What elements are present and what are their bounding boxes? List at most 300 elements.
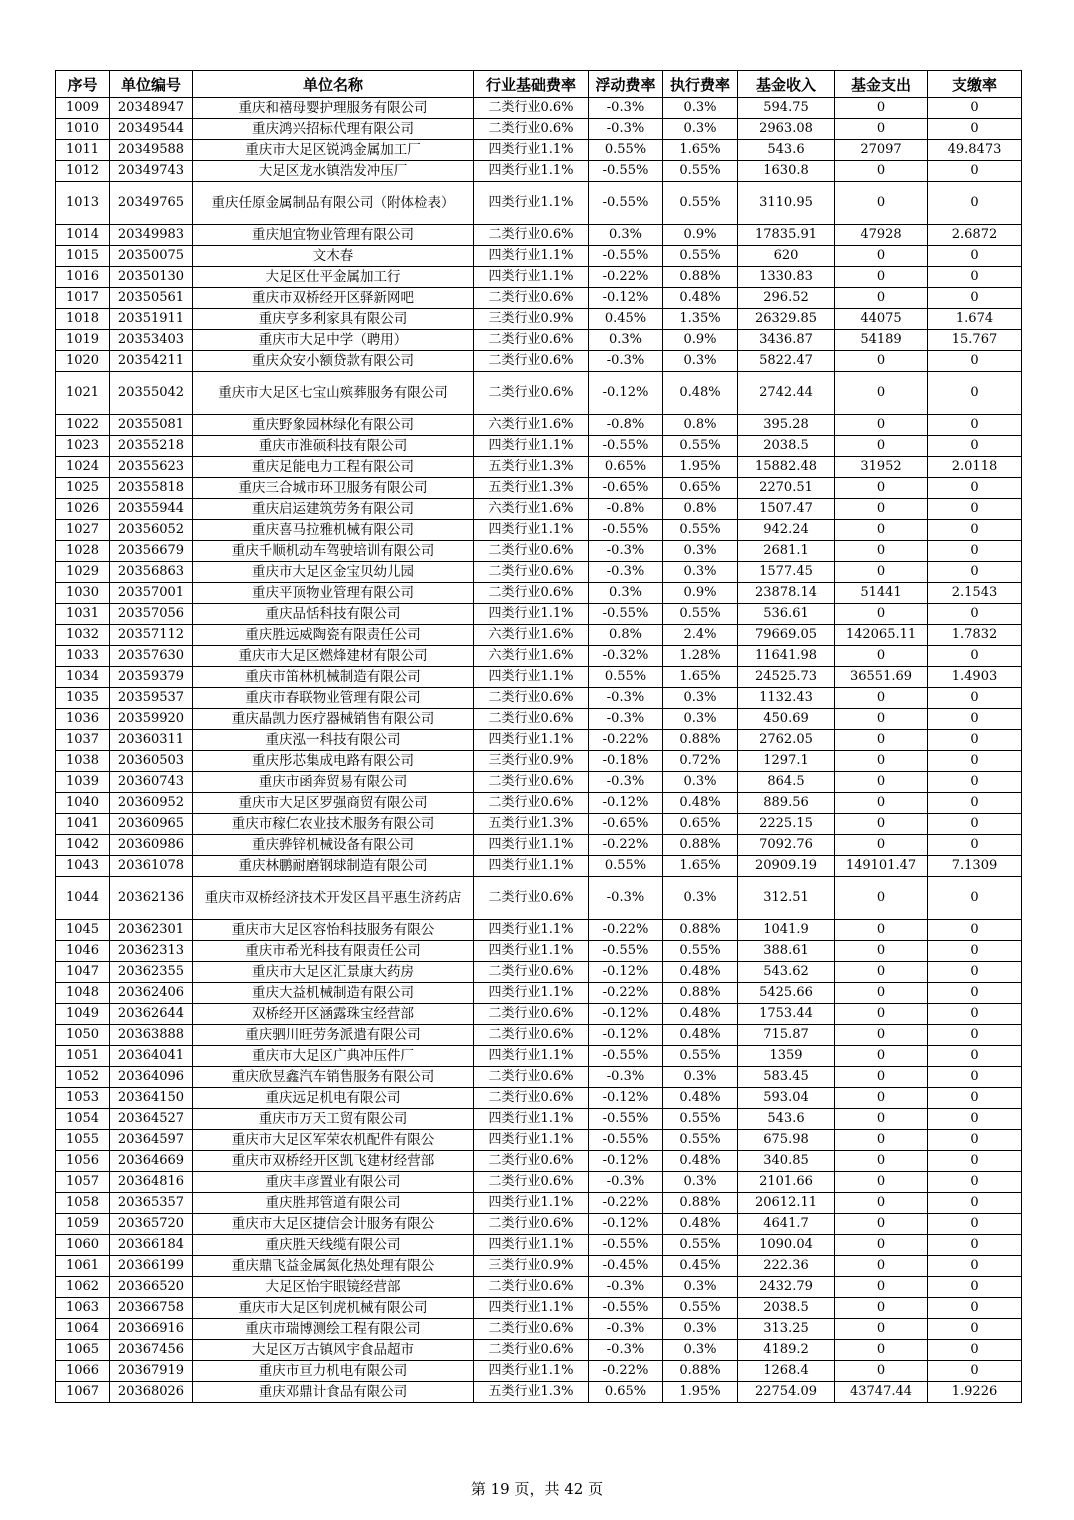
- seq-cell: 1032: [56, 625, 110, 646]
- payout-ratio-cell: 0: [928, 1193, 1022, 1214]
- table-row: [56, 478, 1022, 499]
- base-rate-cell: 三类行业0.9%: [474, 309, 589, 330]
- float-rate-cell: 0.3%: [589, 583, 663, 604]
- unit-code-cell: 20355818: [110, 478, 193, 499]
- table-row: [56, 1088, 1022, 1109]
- header-cell: 单位编号: [110, 71, 193, 98]
- seq-cell: 1046: [56, 941, 110, 962]
- fund-income-cell: 5425.66: [738, 983, 835, 1004]
- table-row: [56, 1067, 1022, 1088]
- unit-name-cell: 重庆市大足区七宝山殡葬服务有限公司: [193, 372, 474, 415]
- exec-rate-cell: 0.45%: [663, 1256, 738, 1277]
- table-row: [56, 772, 1022, 793]
- base-rate-cell: 四类行业1.1%: [474, 920, 589, 941]
- seq-cell: 1031: [56, 604, 110, 625]
- seq-cell: 1056: [56, 1151, 110, 1172]
- seq-cell: 1065: [56, 1340, 110, 1361]
- unit-code-cell: 20366184: [110, 1235, 193, 1256]
- unit-name-cell: 重庆市稼仁农业技术服务有限公司: [193, 814, 474, 835]
- float-rate-cell: -0.65%: [589, 814, 663, 835]
- seq-cell: 1045: [56, 920, 110, 941]
- payout-ratio-cell: 0: [928, 941, 1022, 962]
- fund-expense-cell: 44075: [835, 309, 928, 330]
- unit-code-cell: 20360743: [110, 772, 193, 793]
- fund-expense-cell: 0: [835, 372, 928, 415]
- seq-cell: 1014: [56, 225, 110, 246]
- payout-ratio-cell: 0: [928, 351, 1022, 372]
- fund-income-cell: 1330.83: [738, 267, 835, 288]
- fund-income-cell: 675.98: [738, 1130, 835, 1151]
- unit-code-cell: 20364150: [110, 1088, 193, 1109]
- fund-expense-cell: 0: [835, 1319, 928, 1340]
- payout-ratio-cell: 0: [928, 772, 1022, 793]
- fund-expense-cell: 0: [835, 1025, 928, 1046]
- unit-code-cell: 20350130: [110, 267, 193, 288]
- payout-ratio-cell: 0: [928, 161, 1022, 182]
- exec-rate-cell: 0.88%: [663, 835, 738, 856]
- payout-ratio-cell: 1.9226: [928, 1382, 1022, 1403]
- exec-rate-cell: 0.48%: [663, 962, 738, 983]
- fund-expense-cell: 0: [835, 436, 928, 457]
- table-row: [56, 541, 1022, 562]
- unit-name-cell: 重庆千顺机动车驾驶培训有限公司: [193, 541, 474, 562]
- fund-income-cell: 20612.11: [738, 1193, 835, 1214]
- unit-name-cell: 重庆胜天线缆有限公司: [193, 1235, 474, 1256]
- exec-rate-cell: 0.55%: [663, 161, 738, 182]
- table-row: [56, 140, 1022, 161]
- float-rate-cell: -0.55%: [589, 941, 663, 962]
- float-rate-cell: -0.55%: [589, 1046, 663, 1067]
- exec-rate-cell: 0.88%: [663, 920, 738, 941]
- fund-income-cell: 942.24: [738, 520, 835, 541]
- table-row: [56, 1025, 1022, 1046]
- payout-ratio-cell: 0: [928, 688, 1022, 709]
- unit-name-cell: 重庆市瑞博测绘工程有限公司: [193, 1319, 474, 1340]
- table-row: [56, 98, 1022, 119]
- fund-expense-cell: 51441: [835, 583, 928, 604]
- payout-ratio-cell: 0: [928, 1340, 1022, 1361]
- seq-cell: 1052: [56, 1067, 110, 1088]
- unit-name-cell: 重庆市大足区钊虎机械有限公司: [193, 1298, 474, 1319]
- base-rate-cell: 四类行业1.1%: [474, 941, 589, 962]
- fund-expense-cell: 0: [835, 688, 928, 709]
- table-row: [56, 1151, 1022, 1172]
- base-rate-cell: 四类行业1.1%: [474, 140, 589, 161]
- fund-income-cell: 3436.87: [738, 330, 835, 351]
- payout-ratio-cell: 0: [928, 751, 1022, 772]
- float-rate-cell: -0.55%: [589, 1109, 663, 1130]
- table-row: [56, 309, 1022, 330]
- base-rate-cell: 二类行业0.6%: [474, 288, 589, 309]
- exec-rate-cell: 0.9%: [663, 583, 738, 604]
- seq-cell: 1066: [56, 1361, 110, 1382]
- unit-code-cell: 20359379: [110, 667, 193, 688]
- unit-code-cell: 20362301: [110, 920, 193, 941]
- seq-cell: 1057: [56, 1172, 110, 1193]
- unit-code-cell: 20353403: [110, 330, 193, 351]
- unit-code-cell: 20362644: [110, 1004, 193, 1025]
- table-row: [56, 119, 1022, 140]
- payout-ratio-cell: 0: [928, 246, 1022, 267]
- table-row: [56, 1214, 1022, 1235]
- unit-code-cell: 20359537: [110, 688, 193, 709]
- fund-expense-cell: 0: [835, 1340, 928, 1361]
- fund-expense-cell: 0: [835, 1130, 928, 1151]
- header-cell: 单位名称: [193, 71, 474, 98]
- float-rate-cell: -0.55%: [589, 1298, 663, 1319]
- payout-ratio-cell: 0: [928, 835, 1022, 856]
- base-rate-cell: 二类行业0.6%: [474, 709, 589, 730]
- fund-income-cell: 26329.85: [738, 309, 835, 330]
- payout-ratio-cell: 0: [928, 1151, 1022, 1172]
- table-row: [56, 436, 1022, 457]
- fund-expense-cell: 54189: [835, 330, 928, 351]
- fund-income-cell: 593.04: [738, 1088, 835, 1109]
- table-header-row: [56, 71, 1022, 98]
- base-rate-cell: 五类行业1.3%: [474, 814, 589, 835]
- fund-income-cell: 5822.47: [738, 351, 835, 372]
- exec-rate-cell: 1.95%: [663, 457, 738, 478]
- seq-cell: 1039: [56, 772, 110, 793]
- seq-cell: 1021: [56, 372, 110, 415]
- base-rate-cell: 四类行业1.1%: [474, 182, 589, 225]
- fund-expense-cell: 0: [835, 1361, 928, 1382]
- payout-ratio-cell: 0: [928, 182, 1022, 225]
- unit-name-cell: 重庆胜远威陶瓷有限责任公司: [193, 625, 474, 646]
- fund-income-cell: 2432.79: [738, 1277, 835, 1298]
- payout-ratio-cell: 0: [928, 372, 1022, 415]
- unit-name-cell: 大足区怡宇眼镜经营部: [193, 1277, 474, 1298]
- unit-code-cell: 20364669: [110, 1151, 193, 1172]
- float-rate-cell: -0.3%: [589, 709, 663, 730]
- seq-cell: 1061: [56, 1256, 110, 1277]
- fund-expense-cell: 0: [835, 499, 928, 520]
- seq-cell: 1040: [56, 793, 110, 814]
- unit-code-cell: 20366758: [110, 1298, 193, 1319]
- base-rate-cell: 四类行业1.1%: [474, 983, 589, 1004]
- table-row: [56, 941, 1022, 962]
- seq-cell: 1030: [56, 583, 110, 604]
- unit-code-cell: 20355042: [110, 372, 193, 415]
- unit-code-cell: 20362406: [110, 983, 193, 1004]
- payout-ratio-cell: 0: [928, 920, 1022, 941]
- unit-name-cell: 重庆市大足区罗强商贸有限公司: [193, 793, 474, 814]
- payout-ratio-cell: 0: [928, 1088, 1022, 1109]
- fund-income-cell: 1507.47: [738, 499, 835, 520]
- base-rate-cell: 四类行业1.1%: [474, 1361, 589, 1382]
- fund-expense-cell: 0: [835, 415, 928, 436]
- float-rate-cell: -0.22%: [589, 983, 663, 1004]
- float-rate-cell: -0.65%: [589, 478, 663, 499]
- fund-income-cell: 2225.15: [738, 814, 835, 835]
- base-rate-cell: 五类行业1.3%: [474, 1382, 589, 1403]
- table-row: [56, 983, 1022, 1004]
- float-rate-cell: 0.45%: [589, 309, 663, 330]
- seq-cell: 1059: [56, 1214, 110, 1235]
- float-rate-cell: -0.22%: [589, 267, 663, 288]
- table-row: [56, 1340, 1022, 1361]
- table-row: [56, 856, 1022, 877]
- base-rate-cell: 二类行业0.6%: [474, 583, 589, 604]
- exec-rate-cell: 0.3%: [663, 98, 738, 119]
- exec-rate-cell: 0.55%: [663, 604, 738, 625]
- seq-cell: 1025: [56, 478, 110, 499]
- exec-rate-cell: 0.3%: [663, 562, 738, 583]
- fund-expense-cell: 47928: [835, 225, 928, 246]
- table-row: [56, 1004, 1022, 1025]
- fund-table: [55, 70, 1022, 1403]
- float-rate-cell: -0.32%: [589, 646, 663, 667]
- fund-income-cell: 313.25: [738, 1319, 835, 1340]
- fund-income-cell: 23878.14: [738, 583, 835, 604]
- fund-income-cell: 543.6: [738, 140, 835, 161]
- unit-name-cell: 重庆市希光科技有限责任公司: [193, 941, 474, 962]
- table-row: [56, 1193, 1022, 1214]
- fund-expense-cell: 0: [835, 98, 928, 119]
- unit-name-cell: 重庆丰彦置业有限公司: [193, 1172, 474, 1193]
- fund-expense-cell: 0: [835, 1109, 928, 1130]
- float-rate-cell: -0.3%: [589, 1277, 663, 1298]
- table-row: [56, 1109, 1022, 1130]
- float-rate-cell: -0.3%: [589, 1172, 663, 1193]
- table-row: [56, 520, 1022, 541]
- unit-code-cell: 20365720: [110, 1214, 193, 1235]
- base-rate-cell: 二类行业0.6%: [474, 772, 589, 793]
- unit-code-cell: 20359920: [110, 709, 193, 730]
- payout-ratio-cell: 0: [928, 1235, 1022, 1256]
- fund-expense-cell: 0: [835, 920, 928, 941]
- fund-expense-cell: 0: [835, 1067, 928, 1088]
- fund-income-cell: 20909.19: [738, 856, 835, 877]
- exec-rate-cell: 1.28%: [663, 646, 738, 667]
- float-rate-cell: 0.65%: [589, 457, 663, 478]
- float-rate-cell: -0.3%: [589, 1319, 663, 1340]
- fund-income-cell: 340.85: [738, 1151, 835, 1172]
- seq-cell: 1067: [56, 1382, 110, 1403]
- base-rate-cell: 二类行业0.6%: [474, 1088, 589, 1109]
- payout-ratio-cell: 0: [928, 288, 1022, 309]
- base-rate-cell: 二类行业0.6%: [474, 119, 589, 140]
- seq-cell: 1044: [56, 877, 110, 920]
- exec-rate-cell: 0.55%: [663, 182, 738, 225]
- fund-income-cell: 594.75: [738, 98, 835, 119]
- seq-cell: 1038: [56, 751, 110, 772]
- base-rate-cell: 二类行业0.6%: [474, 1067, 589, 1088]
- exec-rate-cell: 0.55%: [663, 246, 738, 267]
- table-row: [56, 667, 1022, 688]
- float-rate-cell: -0.3%: [589, 351, 663, 372]
- base-rate-cell: 二类行业0.6%: [474, 372, 589, 415]
- fund-income-cell: 889.56: [738, 793, 835, 814]
- fund-income-cell: 222.36: [738, 1256, 835, 1277]
- unit-name-cell: 重庆欣昱鑫汽车销售服务有限公司: [193, 1067, 474, 1088]
- table-row: [56, 920, 1022, 941]
- base-rate-cell: 二类行业0.6%: [474, 225, 589, 246]
- payout-ratio-cell: 0: [928, 1046, 1022, 1067]
- unit-code-cell: 20355944: [110, 499, 193, 520]
- exec-rate-cell: 0.55%: [663, 1298, 738, 1319]
- unit-name-cell: 重庆市大足区汇景康大药房: [193, 962, 474, 983]
- payout-ratio-cell: 0: [928, 1067, 1022, 1088]
- unit-code-cell: 20350561: [110, 288, 193, 309]
- payout-ratio-cell: 0: [928, 646, 1022, 667]
- fund-expense-cell: 0: [835, 709, 928, 730]
- header-cell: 支缴率: [928, 71, 1022, 98]
- float-rate-cell: -0.3%: [589, 562, 663, 583]
- payout-ratio-cell: 49.8473: [928, 140, 1022, 161]
- unit-name-cell: 重庆市双桥经开区驿新网吧: [193, 288, 474, 309]
- payout-ratio-cell: 0: [928, 814, 1022, 835]
- base-rate-cell: 四类行业1.1%: [474, 1046, 589, 1067]
- seq-cell: 1036: [56, 709, 110, 730]
- exec-rate-cell: 0.9%: [663, 225, 738, 246]
- fund-expense-cell: 0: [835, 288, 928, 309]
- float-rate-cell: -0.45%: [589, 1256, 663, 1277]
- fund-expense-cell: 0: [835, 520, 928, 541]
- fund-income-cell: 3110.95: [738, 182, 835, 225]
- payout-ratio-cell: 0: [928, 1130, 1022, 1151]
- table-row: [56, 709, 1022, 730]
- payout-ratio-cell: 0: [928, 415, 1022, 436]
- exec-rate-cell: 0.88%: [663, 983, 738, 1004]
- exec-rate-cell: 0.55%: [663, 520, 738, 541]
- exec-rate-cell: 0.3%: [663, 709, 738, 730]
- payout-ratio-cell: 7.1309: [928, 856, 1022, 877]
- exec-rate-cell: 0.65%: [663, 478, 738, 499]
- fund-income-cell: 17835.91: [738, 225, 835, 246]
- unit-code-cell: 20367456: [110, 1340, 193, 1361]
- exec-rate-cell: 0.72%: [663, 751, 738, 772]
- float-rate-cell: -0.8%: [589, 415, 663, 436]
- unit-name-cell: 重庆和禧母婴护理服务有限公司: [193, 98, 474, 119]
- table-row: [56, 1235, 1022, 1256]
- seq-cell: 1048: [56, 983, 110, 1004]
- payout-ratio-cell: 0: [928, 1256, 1022, 1277]
- unit-code-cell: 20368026: [110, 1382, 193, 1403]
- fund-income-cell: 2101.66: [738, 1172, 835, 1193]
- payout-ratio-cell: 0: [928, 793, 1022, 814]
- table-row: [56, 161, 1022, 182]
- exec-rate-cell: 0.3%: [663, 1319, 738, 1340]
- fund-income-cell: 1090.04: [738, 1235, 835, 1256]
- seq-cell: 1013: [56, 182, 110, 225]
- base-rate-cell: 六类行业1.6%: [474, 499, 589, 520]
- unit-code-cell: 20349743: [110, 161, 193, 182]
- fund-income-cell: 24525.73: [738, 667, 835, 688]
- float-rate-cell: -0.55%: [589, 604, 663, 625]
- fund-expense-cell: 0: [835, 478, 928, 499]
- unit-name-cell: 重庆胜邦管道有限公司: [193, 1193, 474, 1214]
- unit-code-cell: 20366916: [110, 1319, 193, 1340]
- fund-expense-cell: 0: [835, 1193, 928, 1214]
- exec-rate-cell: 0.3%: [663, 1340, 738, 1361]
- base-rate-cell: 六类行业1.6%: [474, 625, 589, 646]
- unit-name-cell: 重庆驷川旺劳务派遣有限公司: [193, 1025, 474, 1046]
- fund-expense-cell: 0: [835, 646, 928, 667]
- table-row: [56, 415, 1022, 436]
- fund-expense-cell: 0: [835, 751, 928, 772]
- fund-expense-cell: 0: [835, 1256, 928, 1277]
- fund-expense-cell: 0: [835, 541, 928, 562]
- float-rate-cell: -0.55%: [589, 246, 663, 267]
- base-rate-cell: 四类行业1.1%: [474, 835, 589, 856]
- payout-ratio-cell: 0: [928, 562, 1022, 583]
- payout-ratio-cell: 0: [928, 520, 1022, 541]
- payout-ratio-cell: 0: [928, 499, 1022, 520]
- unit-name-cell: 重庆足能电力工程有限公司: [193, 457, 474, 478]
- exec-rate-cell: 0.55%: [663, 1109, 738, 1130]
- float-rate-cell: -0.22%: [589, 730, 663, 751]
- unit-code-cell: 20356052: [110, 520, 193, 541]
- unit-name-cell: 重庆喜马拉雅机械有限公司: [193, 520, 474, 541]
- fund-expense-cell: 0: [835, 814, 928, 835]
- base-rate-cell: 二类行业0.6%: [474, 330, 589, 351]
- exec-rate-cell: 0.3%: [663, 1172, 738, 1193]
- unit-name-cell: 重庆市双桥经开区凯飞建材经营部: [193, 1151, 474, 1172]
- exec-rate-cell: 0.88%: [663, 730, 738, 751]
- fund-income-cell: 2270.51: [738, 478, 835, 499]
- float-rate-cell: -0.22%: [589, 920, 663, 941]
- table-row: [56, 246, 1022, 267]
- float-rate-cell: 0.3%: [589, 330, 663, 351]
- fund-expense-cell: 0: [835, 962, 928, 983]
- unit-name-cell: 重庆野象园林绿化有限公司: [193, 415, 474, 436]
- fund-expense-cell: 0: [835, 983, 928, 1004]
- fund-expense-cell: 0: [835, 1151, 928, 1172]
- unit-code-cell: 20348947: [110, 98, 193, 119]
- header-cell: 行业基础费率: [474, 71, 589, 98]
- unit-code-cell: 20363888: [110, 1025, 193, 1046]
- unit-name-cell: 重庆鼎飞益金属氮化热处理有限公: [193, 1256, 474, 1277]
- table-row: [56, 962, 1022, 983]
- fund-income-cell: 22754.09: [738, 1382, 835, 1403]
- payout-ratio-cell: 0: [928, 730, 1022, 751]
- seq-cell: 1009: [56, 98, 110, 119]
- fund-income-cell: 450.69: [738, 709, 835, 730]
- payout-ratio-cell: 0: [928, 436, 1022, 457]
- unit-name-cell: 重庆市大足区广典冲压件厂: [193, 1046, 474, 1067]
- seq-cell: 1042: [56, 835, 110, 856]
- base-rate-cell: 二类行业0.6%: [474, 793, 589, 814]
- fund-income-cell: 1132.43: [738, 688, 835, 709]
- float-rate-cell: -0.55%: [589, 1130, 663, 1151]
- seq-cell: 1050: [56, 1025, 110, 1046]
- float-rate-cell: -0.12%: [589, 372, 663, 415]
- payout-ratio-cell: 0: [928, 119, 1022, 140]
- exec-rate-cell: 0.3%: [663, 1067, 738, 1088]
- fund-income-cell: 864.5: [738, 772, 835, 793]
- unit-name-cell: 重庆亨多利家具有限公司: [193, 309, 474, 330]
- exec-rate-cell: 0.48%: [663, 372, 738, 415]
- table-row: [56, 877, 1022, 920]
- unit-code-cell: 20360986: [110, 835, 193, 856]
- base-rate-cell: 二类行业0.6%: [474, 1277, 589, 1298]
- fund-income-cell: 1041.9: [738, 920, 835, 941]
- seq-cell: 1054: [56, 1109, 110, 1130]
- exec-rate-cell: 0.48%: [663, 288, 738, 309]
- table-row: [56, 1298, 1022, 1319]
- unit-name-cell: 重庆启运建筑劳务有限公司: [193, 499, 474, 520]
- seq-cell: 1060: [56, 1235, 110, 1256]
- fund-expense-cell: 0: [835, 1172, 928, 1193]
- float-rate-cell: -0.55%: [589, 520, 663, 541]
- seq-cell: 1022: [56, 415, 110, 436]
- fund-income-cell: 1630.8: [738, 161, 835, 182]
- header-cell: 执行费率: [663, 71, 738, 98]
- base-rate-cell: 二类行业0.6%: [474, 1319, 589, 1340]
- exec-rate-cell: 0.3%: [663, 119, 738, 140]
- base-rate-cell: 二类行业0.6%: [474, 962, 589, 983]
